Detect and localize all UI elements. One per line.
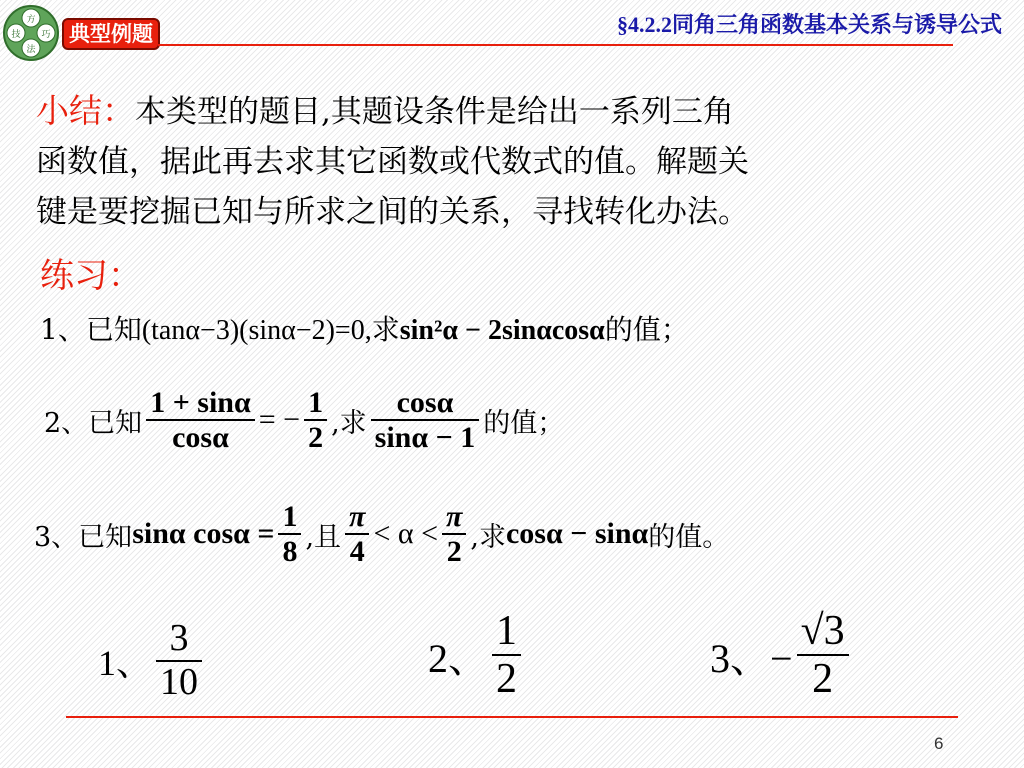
q3-fraction-2-numerator: π	[345, 500, 369, 535]
q3-fraction-2	[345, 500, 369, 568]
q2-fraction-2-numerator: 1	[304, 386, 327, 421]
q2-fraction-2	[304, 386, 327, 454]
q2-ask: ,求	[331, 407, 367, 439]
question-3	[34, 500, 729, 568]
answer-3-label: 3、−	[710, 635, 793, 681]
q2-equals: = −	[258, 403, 301, 436]
answer-2-numerator: 1	[492, 608, 521, 656]
answer-2-denominator: 2	[496, 656, 517, 703]
q3-ask: ,求	[470, 521, 506, 553]
q3-fraction-1-numerator: 1	[278, 500, 301, 535]
q1-expression: sin²α − 2sinαcosα	[399, 315, 605, 346]
svg-text:方: 方	[26, 15, 36, 25]
section-badge: 典型例题	[62, 18, 160, 50]
answer-3-fraction	[797, 608, 849, 702]
footer-divider	[66, 716, 958, 718]
q3-fraction-1-denominator: 8	[282, 535, 298, 568]
answer-1	[98, 618, 206, 704]
question-1	[40, 308, 689, 348]
summary-label: 小结：	[36, 91, 135, 130]
q2-fraction-3-denominator: sinα − 1	[374, 421, 476, 454]
section-title: §4.2.2同角三角函数基本关系与诱导公式	[616, 12, 1002, 37]
q2-fraction-1-denominator: cosα	[172, 421, 229, 454]
summary-line-1: 本类型的题目,其题设条件是给出一系列三角	[135, 94, 734, 130]
svg-text:法: 法	[26, 45, 36, 55]
answer-1-fraction	[156, 618, 202, 704]
summary-block	[36, 86, 996, 237]
q2-prefix: 2、已知	[44, 407, 143, 439]
svg-text:技: 技	[11, 30, 21, 40]
answer-3	[710, 608, 853, 702]
q3-and: ,且	[305, 521, 342, 553]
q3-fraction-3-denominator: 2	[446, 535, 462, 568]
q3-inequality: < α <	[373, 517, 438, 550]
q1-ask: 求	[371, 313, 400, 346]
answer-3-denominator: 2	[812, 656, 834, 703]
svg-text:巧: 巧	[41, 30, 51, 40]
answer-2	[428, 608, 525, 702]
q3-expression-2: cosα − sinα	[505, 517, 649, 550]
q1-condition: (tanα−3)(sinα−2)=0,	[141, 315, 372, 346]
q2-suffix: 的值；	[483, 407, 565, 439]
summary-line-3: 键是要挖掘已知与所求之间的关系，寻找转化办法。	[36, 194, 749, 230]
logo-icon	[2, 4, 60, 62]
q3-fraction-2-denominator: 4	[349, 535, 365, 568]
answer-2-label: 2、	[428, 635, 488, 681]
answer-2-fraction	[492, 608, 521, 702]
q2-fraction-1	[146, 386, 255, 454]
q1-prefix: 1、已知	[40, 313, 142, 346]
answer-1-label: 1、	[98, 643, 153, 684]
question-2	[44, 386, 564, 454]
page-number: 6	[934, 734, 944, 753]
q3-prefix: 3、已知	[34, 521, 133, 553]
q2-fraction-2-denominator: 2	[308, 421, 324, 454]
q3-fraction-3	[442, 500, 466, 568]
q2-fraction-1-numerator: 1 + sinα	[146, 386, 255, 421]
q3-fraction-1	[278, 500, 301, 568]
q3-suffix: 的值。	[648, 521, 730, 553]
summary-line-2: 函数值，据此再去求其它函数或代数式的值。解题关	[36, 144, 749, 180]
practice-label: 练习：	[40, 256, 142, 296]
answer-1-numerator: 3	[156, 618, 202, 662]
q1-suffix: 的值；	[604, 313, 689, 346]
q3-expression: sinα cosα =	[132, 517, 275, 550]
answer-3-numerator: √3	[797, 608, 849, 656]
answer-1-denominator: 10	[160, 660, 199, 703]
q2-fraction-3-numerator: cosα	[371, 386, 480, 421]
q3-fraction-3-numerator: π	[442, 500, 466, 535]
q2-fraction-3	[371, 386, 480, 454]
header-divider	[158, 44, 953, 46]
